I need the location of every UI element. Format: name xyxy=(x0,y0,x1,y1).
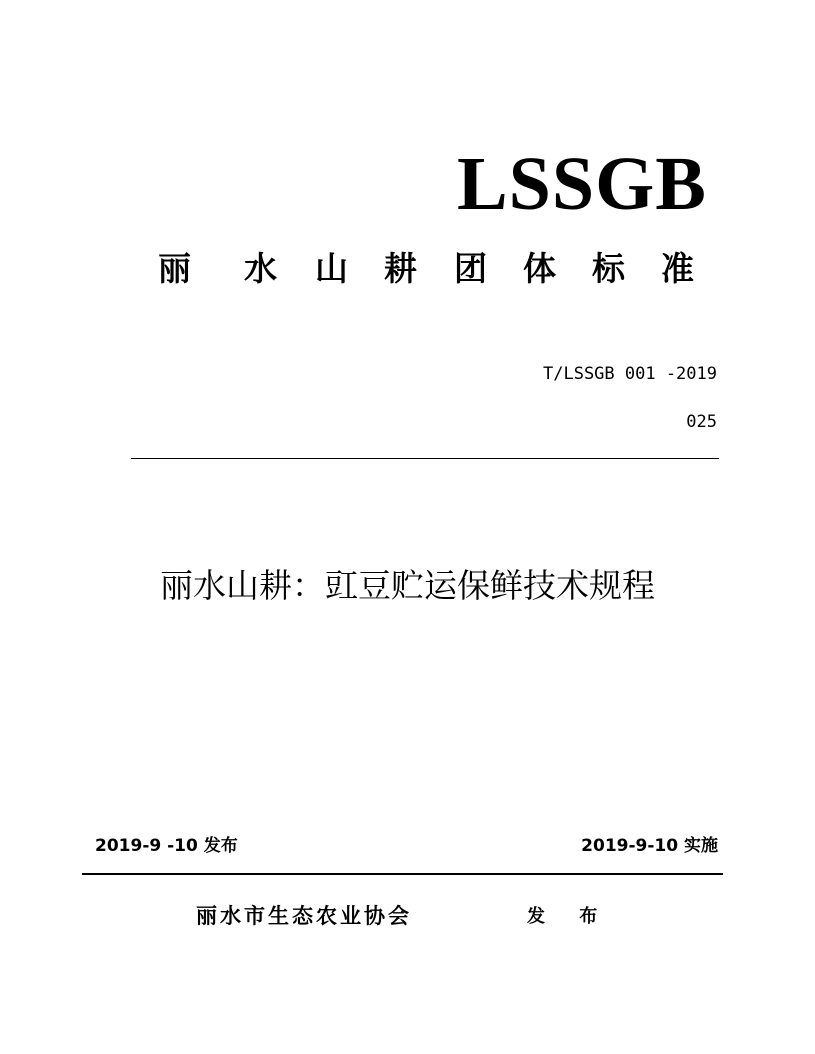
standard-number-suffix: 025 xyxy=(686,412,717,432)
standard-type-char: 丽 xyxy=(158,249,191,288)
publish-date: 2019-9 -10 发布 xyxy=(95,836,238,856)
footer-divider xyxy=(82,873,723,875)
standard-type-char: 标 xyxy=(592,249,625,288)
standard-logo: LSSGB xyxy=(456,142,707,226)
standard-type-heading xyxy=(158,246,718,292)
document-title: 丽水山耕：豇豆贮运保鲜技术规程 xyxy=(160,566,655,605)
implement-date: 2019-9-10 实施 xyxy=(581,836,718,856)
publish-label: 发 布 xyxy=(527,906,612,927)
standard-type-char: 山 xyxy=(315,249,348,288)
standard-type-char: 团 xyxy=(454,249,487,288)
standard-type-char: 体 xyxy=(523,249,556,288)
standard-number: T/LSSGB 001 -2019 xyxy=(543,364,717,384)
standard-type-char: 准 xyxy=(661,249,694,288)
standard-type-char: 水 xyxy=(244,249,277,288)
standard-type-char: 耕 xyxy=(384,249,417,288)
publisher-name: 丽水市生态农业协会 xyxy=(196,904,412,928)
header-divider xyxy=(131,458,719,459)
